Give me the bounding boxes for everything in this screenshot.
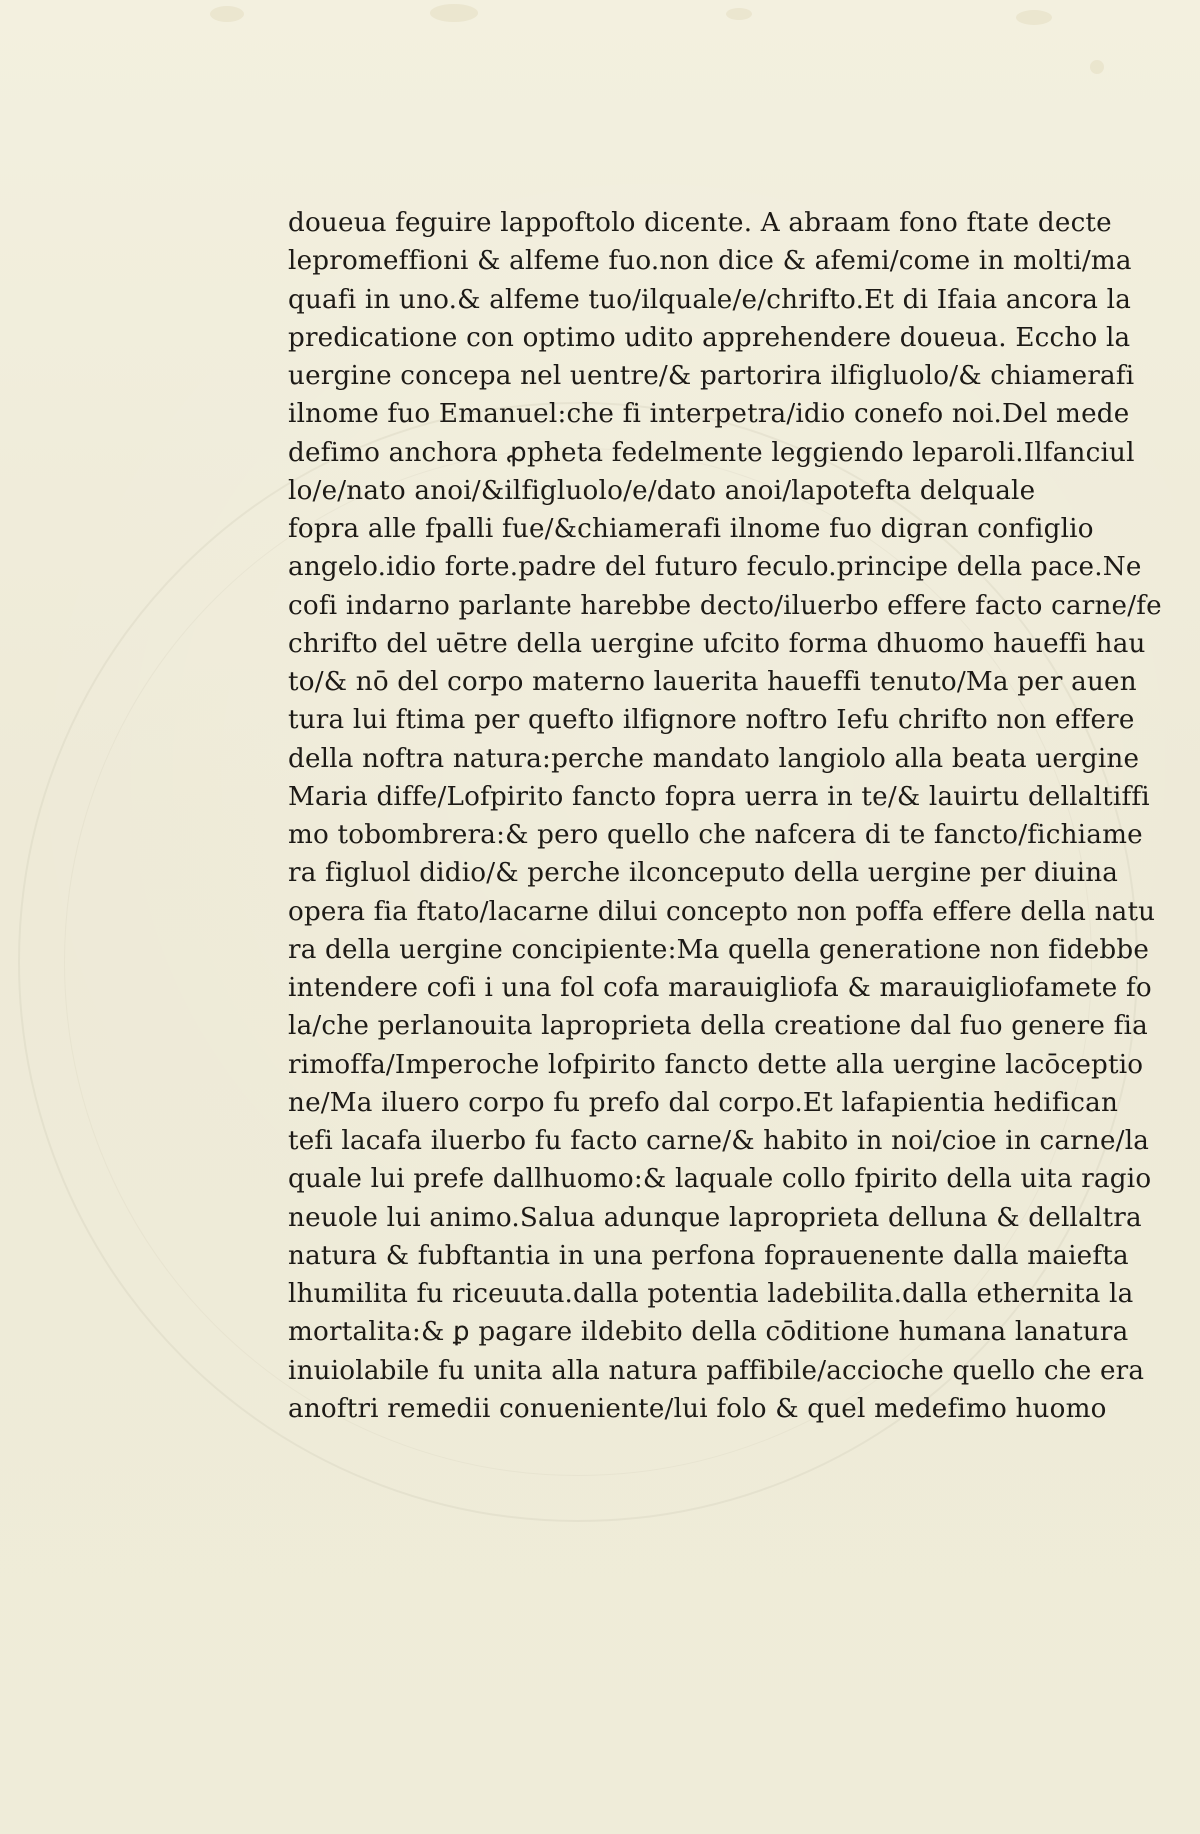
text-line: intendere cofi i una fol cofa marauigliofa & marauigliofamete fo	[288, 973, 1152, 1003]
text-line: opera fia ftato/lacarne dilui concepto non poffa effere della natu	[288, 896, 1156, 927]
text-line: rimoffa/Imperoche lofpirito fancto dette alla uergine lacōceptio	[288, 1049, 1144, 1080]
text-line: chrifto del uētre della uergine ufcito forma dhuomo haueffi hau	[288, 628, 1146, 659]
text-line: cofi indarno parlante harebbe decto/iluerbo effere facto carne/fe	[288, 590, 1162, 621]
text-line: doueua feguire lappoftolo dicente. A abraam fono ftate decte	[288, 208, 1112, 238]
text-block	[288, 204, 1162, 1424]
text-line: defimo anchora ꝓpheta fedelmente leggiendo leparoli.Ilfanciul	[288, 437, 1135, 468]
paper-stain	[1090, 60, 1104, 74]
text-line: ra della uergine concipiente:Ma quella generatione non fidebbe	[288, 934, 1150, 965]
text-line: uergine concepa nel uentre/& partorira ilfigluolo/& chiamerafi	[288, 361, 1135, 391]
text-line: lo/e/nato anoi/&ilfigluolo/e/dato anoi/lapotefta delquale	[288, 475, 1036, 506]
text-line: tura lui ftima per quefto ilfignore noftro Iefu chrifto non effere	[288, 705, 1135, 736]
text-line: natura & fubftantia in una perfona foprauenente dalla maiefta	[288, 1240, 1129, 1271]
text-line: mortalita:& ꝑ pagare ildebito della cōditione humana lanatura	[288, 1317, 1129, 1348]
text-line: neuole lui animo.Salua adunque laproprieta delluna & dellaltra	[288, 1202, 1142, 1233]
text-line: fopra alle fpalli fue/&chiamerafi ilnome fuo digran configlio	[288, 514, 1094, 544]
text-line: ilnome fuo Emanuel:che fi interpetra/idio conefo noi.Del mede	[288, 399, 1130, 430]
text-line: lhumilita fu riceuuta.dalla potentia ladebilita.dalla ethernita la	[288, 1279, 1134, 1309]
text-line: quale lui prefe dallhuomo:& laquale collo fpirito della uita ragio	[288, 1164, 1152, 1195]
text-line: angelo.idio forte.padre del futuro feculo.principe della pace.Ne	[288, 552, 1142, 583]
text-line: Maria diffe/Lofpirito fancto fopra uerra in te/& lauirtu dellaltiffi	[288, 781, 1150, 812]
paper-stain	[726, 8, 752, 20]
paper-stain	[210, 6, 244, 22]
text-line: anoftri remedii conueniente/lui folo & quel medefimo huomo	[288, 1393, 1107, 1424]
text-line: inuiolabile fu unita alla natura paffibile/accioche quello che era	[288, 1355, 1145, 1386]
text-line: tefi lacafa iluerbo fu facto carne/& habito in noi/cioe in carne/la	[288, 1126, 1150, 1156]
text-line: mo tobombrera:& pero quello che nafcera di te fancto/fichiame	[288, 820, 1143, 850]
text-line: lepromeffioni & alfeme fuo.non dice & afemi/come in molti/ma	[288, 246, 1132, 277]
text-line: la/che perlanouita laproprieta della creatione dal fuo genere fia	[288, 1011, 1148, 1042]
text-line: ra figluol didio/& perche ilconceputo della uergine per diuina	[288, 858, 1119, 889]
text-line: della noftra natura:perche mandato langiolo alla beata uergine	[288, 743, 1140, 774]
text-line: to/& nō del corpo materno lauerita haueffi tenuto/Ma per auen	[288, 667, 1137, 697]
text-line: quafi in uno.& alfeme tuo/ilquale/e/chrifto.Et di Ifaia ancora la	[288, 284, 1132, 315]
text-line: ne/Ma iluero corpo fu prefo dal corpo.Et lafapientia hedifican	[288, 1087, 1119, 1118]
paper-stain	[430, 4, 478, 22]
paper-stain	[1016, 10, 1052, 25]
text-line: predicatione con optimo udito apprehendere doueua. Eccho la	[288, 322, 1131, 353]
